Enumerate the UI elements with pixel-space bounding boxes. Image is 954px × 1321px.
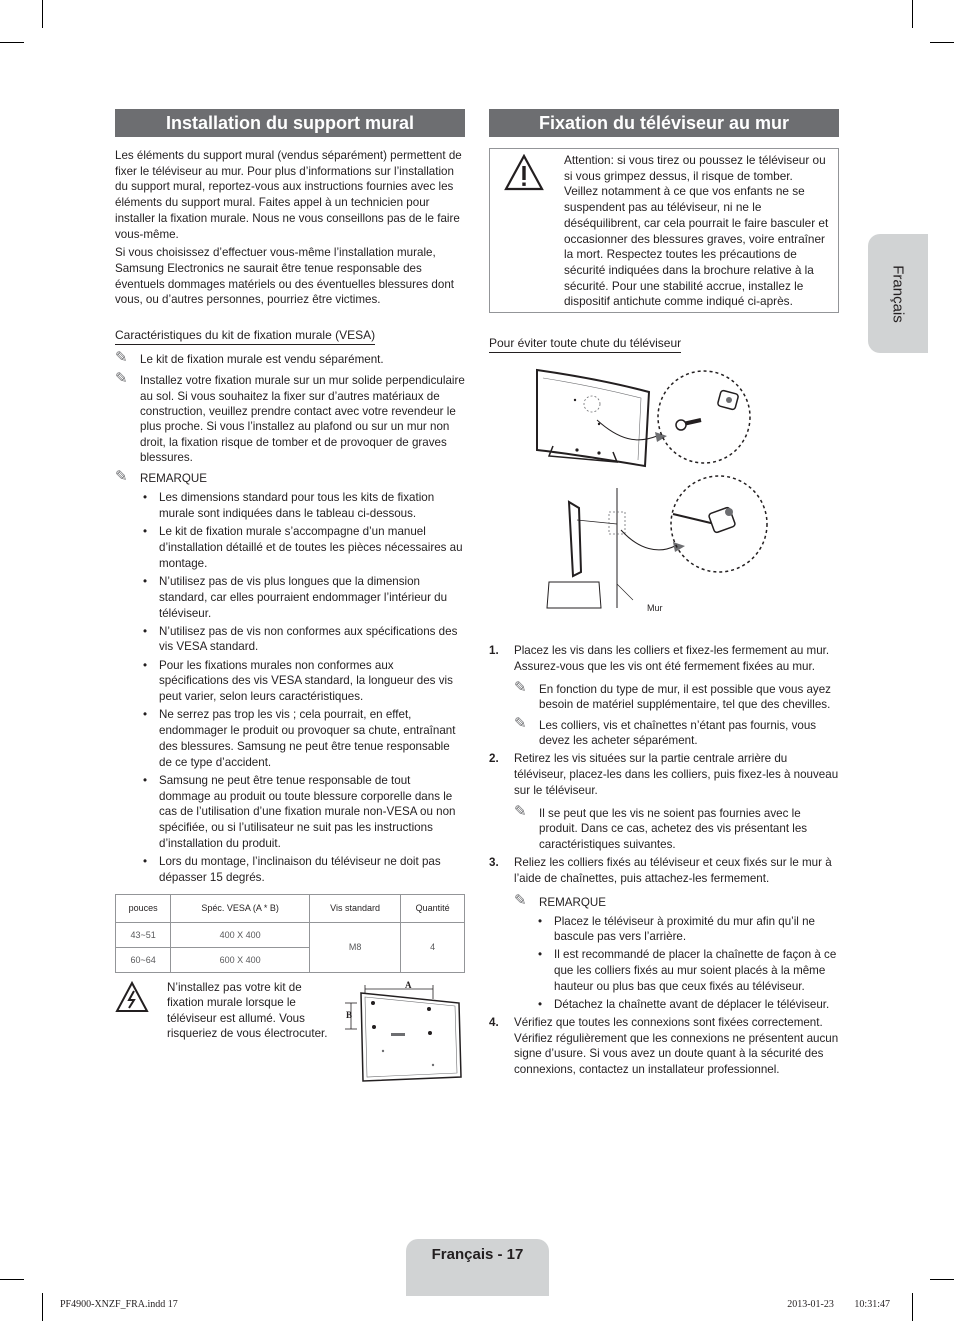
page-number-tab <box>406 1239 549 1296</box>
table-row <box>116 922 465 947</box>
list-item: • N’utilisez pas de vis plus longues que la dimension standard, car elles pourraient endommager l’intérieur du téléviseur. <box>159 574 465 621</box>
anti-fall-diagram <box>489 362 839 638</box>
table-cell: 600 X 400 <box>171 947 310 972</box>
pencil-note-icon: ✎ <box>514 714 527 732</box>
page-number: Français - 17 <box>431 1246 524 1263</box>
pencil-note-icon: ✎ <box>514 679 527 697</box>
electric-shock-warning-icon <box>115 981 149 1013</box>
steps-list <box>489 643 839 1078</box>
step-text: Placez les vis dans les colliers et fixez-les fermement au mur. Assurez-vous que les vis ont été fermement fixées au mur. <box>514 644 830 673</box>
side-tab-label: Français <box>889 264 907 323</box>
list-item: • Samsung ne peut être tenue responsable de tout dommage au produit ou toute blessure corporelle dans le cas de l’utilisation d’une fixation murale non-VESA ou non spécifiée, ou si l’utilisateur ne suit pas les instructions d’installation du produit. <box>159 773 465 852</box>
language-side-tab <box>868 234 928 353</box>
vesa-heading: Caractéristiques du kit de fixation murale (VESA) <box>115 328 375 345</box>
step-note <box>514 803 839 852</box>
table-header: Vis standard <box>310 894 401 922</box>
list-item: • Lors du montage, l’inclinaison du téléviseur ne doit pas dépasser 15 degrés. <box>159 854 465 886</box>
attention-label: Attention <box>564 153 611 167</box>
crop-mark <box>42 1293 43 1321</box>
step-text: Retirez les vis situées sur la partie centrale arrière du téléviseur, placez-les dans les colliers, puis fixez-les à nouveau sur le téléviseur. <box>514 752 839 797</box>
tv-back-vesa-diagram <box>343 981 465 1091</box>
table-header: Spéc. VESA (A * B) <box>171 894 310 922</box>
step3-bullet-list <box>514 914 839 1013</box>
step-note <box>514 679 839 713</box>
step-number: 2. <box>489 752 499 766</box>
step-2 <box>489 751 839 852</box>
table-header: pouces <box>116 894 171 922</box>
remark-label: REMARQUE <box>539 896 606 910</box>
step-number: 4. <box>489 1016 499 1030</box>
list-item: • Pour les fixations murales non conformes aux spécifications des vis VESA standard, la longueur des vis peut varier, selon leurs caractéristiques. <box>159 658 465 705</box>
crop-mark <box>0 42 24 43</box>
pencil-note-icon: ✎ <box>115 349 128 367</box>
table-header: Quantité <box>401 894 465 922</box>
step-3 <box>489 855 839 1013</box>
attention-text-block <box>564 153 830 310</box>
remark-label: REMARQUE <box>140 472 207 486</box>
note-text: Il se peut que les vis ne soient pas fournies avec le produit. Dans ce cas, achetez des vis présentant les caractéristiques suivantes. <box>539 807 808 851</box>
pencil-note-icon: ✎ <box>514 803 527 821</box>
vesa-bullet-list <box>115 490 465 885</box>
step-number: 3. <box>489 856 499 870</box>
intro-paragraph-1: Les éléments du support mural (vendus séparément) permettent de fixer le téléviseur au mur. Pour plus d’informations sur l’installation du support mural, reportez-vous aux instructions fournies avec les éléments du support mural. Faites appel à un technicien pour installer la fixation murale. Nous ne vous conseillons pas de le faire vous-même. <box>115 149 462 241</box>
list-item: • Les dimensions standard pour tous les kits de fixation murale sont indiquées dans le tableau ci-dessous. <box>159 490 465 522</box>
note-text: En fonction du type de mur, il est possible que vous ayez besoin de matériel supplémentaire, tel que des chevilles. <box>539 683 831 712</box>
list-item: • Ne serrez pas trop les vis ; cela pourrait, en effet, endommager le produit ou provoquer sa chute, entraînant des blessures. Samsung ne peut être tenue responsable de ce type d’accident. <box>159 707 465 770</box>
shock-warning-text: N’installez pas votre kit de fixation murale lorsque le téléviseur est allumé. Vous risqueriez de vous électrocuter. <box>167 980 328 1041</box>
table-cell: 43~51 <box>116 922 171 947</box>
crop-mark <box>42 0 43 28</box>
diagram-label-b: B <box>346 1009 353 1020</box>
pencil-note-icon: ✎ <box>514 892 527 910</box>
file-slug: PF4900-XNZF_FRA.indd 17 <box>60 1299 178 1310</box>
crop-mark <box>0 1279 24 1280</box>
remark-heading <box>115 468 465 486</box>
note-sold-separately <box>115 349 465 367</box>
vesa-spec-table <box>115 894 465 973</box>
pencil-note-icon: ✎ <box>115 468 128 486</box>
date-slug: 2013-01-23 ￿￿ 10:31:47 <box>787 1299 890 1310</box>
diagram-label-a: A <box>405 980 412 990</box>
step-1 <box>489 643 839 748</box>
remark-heading <box>514 892 839 910</box>
note-solid-wall <box>115 370 465 465</box>
crop-mark <box>930 1279 954 1280</box>
pencil-note-icon: ✎ <box>115 370 128 388</box>
note-text: Les colliers, vis et chaînettes n’étant pas fournis, vous devez les acheter séparément. <box>539 718 817 748</box>
note-text: Installez votre fixation murale sur un mur solide perpendiculaire au sol. Si vous souhaitez la fixer sur d’autres matériaux de construction, veuillez prendre contact avec votre revendeur le plus proche. Si vous l’installez au plafond ou sur un mur non droit, la fixation risque de tomber et de provoquer de graves blessures. <box>140 374 465 464</box>
attention-box <box>489 148 839 313</box>
list-item: • Il est recommandé de placer la chaînette de façon à ce que les colliers fixés au mur soient placés à la même hauteur ou plus bas que ceux fixés au téléviseur. <box>554 947 839 994</box>
list-item: • Placez le téléviseur à proximité du mur afin qu’il ne bascule pas vers l’arrière. <box>554 914 839 946</box>
step-text: Reliez les colliers fixés au téléviseur et ceux fixés sur le mur à l’aide de chaînettes, puis attachez-les fermement. <box>514 856 832 885</box>
list-item: • N’utilisez pas de vis non conformes aux spécifications des vis VESA standard. <box>159 624 465 656</box>
section-title-wall-mount: Installation du support mural <box>115 109 465 137</box>
step-text: Vérifiez que toutes les connexions sont fixées correctement. Vérifiez régulièrement que les connexions ne présentent aucun signe d’usure. Si vous avez un doute quant à la sécurité des connexions, contactez un installateur professionnel. <box>514 1016 839 1076</box>
table-cell: 4 <box>401 922 465 972</box>
attention-text: : si vous tirez ou poussez le téléviseur ou si vous grimpez dessus, il risque de tomber. Veillez notamment à ce que vos enfants ne se suspendent pas au téléviseur, ni ne le déséquilibrent, car cela pourrait le faire basculer et occasionner des blessures graves, voire entraîner la mort. Respectez toutes les précautions de sécurité indiquées dans la brochure relative à la sécurité. Pour une stabilité accrue, installez le dispositif antichute comme indiqué ci-après. <box>564 153 829 309</box>
list-item: • Détachez la chaînette avant de déplacer le téléviseur. <box>554 997 839 1013</box>
crop-mark <box>930 42 954 43</box>
note-text: Le kit de fixation murale est vendu séparément. <box>140 353 384 367</box>
table-cell: 60~64 <box>116 947 171 972</box>
anti-fall-heading: Pour éviter toute chute du téléviseur <box>489 336 681 353</box>
warning-triangle-icon <box>504 154 544 191</box>
table-cell: 400 X 400 <box>171 922 310 947</box>
step-note <box>514 714 839 749</box>
wall-label: Mur <box>647 603 663 613</box>
step-number: 1. <box>489 644 499 657</box>
right-column <box>489 109 839 1078</box>
crop-mark <box>912 0 913 28</box>
section-title-wall-fixing: Fixation du téléviseur au mur <box>489 109 839 137</box>
shock-warning-block <box>115 981 465 1091</box>
crop-mark <box>912 1293 913 1321</box>
intro-paragraph-2: Si vous choisissez d’effectuer vous-même l’installation murale, Samsung Electronics ne saurait être tenue responsable des éventuels dommages matériels ou des éventuelles blessures dont vous, ou d’autres personnes, pourriez être victimes. <box>115 246 454 307</box>
left-column <box>115 109 465 1091</box>
list-item: • Le kit de fixation murale s’accompagne d’un manuel d’installation détaillé et de toutes les pièces nécessaires au montage. <box>159 524 465 571</box>
step-4 <box>489 1015 839 1077</box>
table-cell: M8 <box>310 922 401 972</box>
